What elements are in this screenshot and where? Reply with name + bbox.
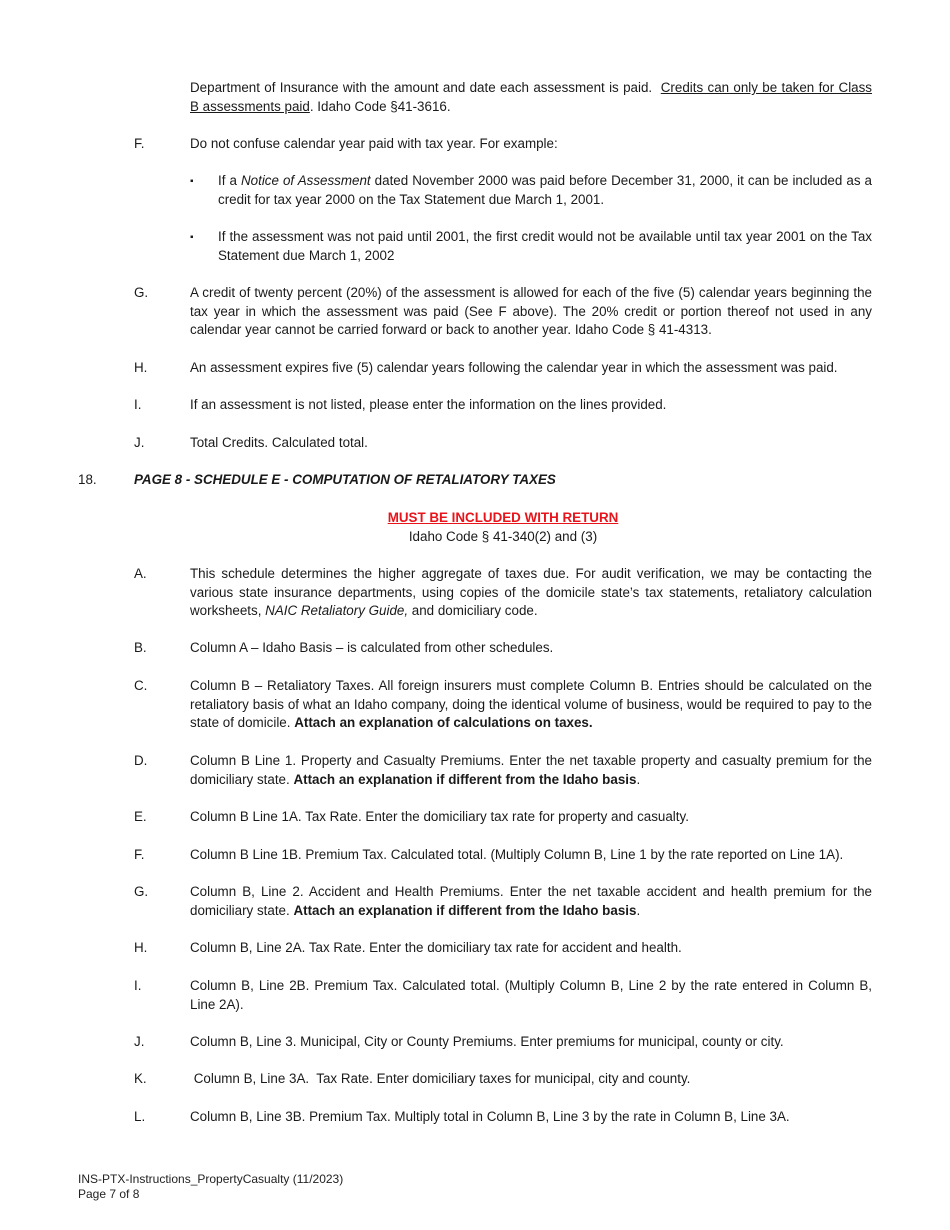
- intro-paragraph: [190, 79, 872, 116]
- footer-page-number: Page 7 of 8: [78, 1187, 140, 1201]
- item-label-d: D.: [134, 753, 148, 768]
- item-label-f: F.: [134, 136, 145, 151]
- item-label-g2: G.: [134, 884, 149, 899]
- item-c-bold: Attach an explanation of calculations on taxes.: [294, 715, 593, 731]
- item-a-italic: NAIC Retaliatory Guide,: [265, 603, 409, 619]
- idaho-code-reference: Idaho Code § 41-340(2) and (3): [408, 529, 598, 544]
- item-text-j2: Column B, Line 3. Municipal, City or County Premiums. Enter premiums for municipal, county or city.: [190, 1034, 784, 1049]
- item-text-f: Do not confuse calendar year paid with tax year. For example:: [190, 136, 558, 151]
- item-text-d: [190, 752, 872, 789]
- item-text-j: Total Credits. Calculated total.: [190, 435, 368, 450]
- item-g2-post: .: [636, 902, 641, 918]
- item-text-g2: [190, 883, 872, 920]
- section-title: PAGE 8 - SCHEDULE E - COMPUTATION OF RETALIATORY TAXES: [134, 472, 556, 487]
- bullet-text-pre: If a: [218, 173, 241, 188]
- bullet-text-post: dated November 2000 was paid before December 31, 2000, it can be included as a credit for tax year 2000 on the Tax Statement due March 1, 2001.: [218, 173, 873, 207]
- must-include-text: MUST BE INCLUDED WITH RETURN: [387, 510, 619, 525]
- bullet-icon: ▪: [190, 232, 194, 243]
- item-text-a: [190, 565, 872, 621]
- item-text-i2: Column B, Line 2B. Premium Tax. Calculated total. (Multiply Column B, Line 2 by the rate entered in Column B, Line 2A).: [190, 978, 872, 1012]
- item-label-h: H.: [134, 360, 148, 375]
- item-a-pre: This schedule determines the higher aggregate of taxes due. For audit verification, we may be contacting the various state insurance departments, using copies of the domicile state’s tax statements, retaliatory calculation worksheets,: [190, 566, 872, 619]
- item-label-i2: I.: [134, 978, 142, 993]
- item-label-c: C.: [134, 678, 148, 693]
- bullet-item: If the assessment was not paid until 2001, the first credit would not be available until tax year 2001 on the Tax Statement due March 1, 2002: [218, 229, 872, 263]
- item-label-j: J.: [134, 435, 145, 450]
- item-text-g: A credit of twenty percent (20%) of the assessment is allowed for each of the five (5) calendar years beginning the tax year in which the assessment was paid (See F above). The 20% credit or portion thereof not used in any calendar year cannot be carried forward or back to another year. Idaho Code § 41-4313.: [190, 285, 872, 338]
- item-text-e: Column B Line 1A. Tax Rate. Enter the domiciliary tax rate for property and casualty.: [190, 809, 689, 824]
- bullet-icon: ▪: [190, 176, 194, 187]
- footer-form-id: INS-PTX-Instructions_PropertyCasualty (11/2023): [78, 1172, 344, 1186]
- item-g2-bold: Attach an explanation if different from the Idaho basis: [293, 902, 637, 918]
- item-text-k: Column B, Line 3A. Tax Rate. Enter domiciliary taxes for municipal, city and county.: [190, 1071, 691, 1086]
- item-label-k: K.: [134, 1071, 147, 1086]
- item-a-post: and domiciliary code.: [408, 603, 538, 619]
- item-label-l: L.: [134, 1109, 146, 1124]
- intro-tail: . Idaho Code §41-3616.: [309, 98, 451, 114]
- intro-underlined: Credits can only be taken for Class B assessments paid: [190, 80, 873, 114]
- section-number: 18.: [78, 472, 97, 487]
- item-text-i: If an assessment is not listed, please enter the information on the lines provided.: [190, 397, 667, 412]
- bullet-text-italic: Notice of Assessment: [240, 173, 371, 188]
- item-label-g: G.: [134, 285, 149, 300]
- item-text-c: [190, 677, 872, 733]
- item-d-bold: Attach an explanation if different from the Idaho basis: [293, 771, 637, 787]
- item-label-e: E.: [134, 809, 147, 824]
- item-text-h: An assessment expires five (5) calendar years following the calendar year in which the assessment was paid.: [190, 360, 838, 375]
- bullet-item: [218, 172, 872, 209]
- item-label-a: A.: [134, 566, 147, 581]
- item-d-post: .: [636, 771, 641, 787]
- intro-text: Department of Insurance with the amount and date each assessment is paid.: [190, 80, 653, 95]
- item-text-b: Column A – Idaho Basis – is calculated from other schedules.: [190, 640, 554, 655]
- item-label-f2: F.: [134, 847, 145, 862]
- item-label-i: I.: [134, 397, 142, 412]
- item-g2-text: Column B, Line 2. Accident and Health Premiums. Enter the net taxable accident and health premium for the domiciliary state.: [190, 884, 872, 918]
- item-label-j2: J.: [134, 1034, 145, 1049]
- item-text-f2: Column B Line 1B. Premium Tax. Calculated total. (Multiply Column B, Line 1 by the rate reported on Line 1A).: [190, 847, 844, 862]
- item-c-text: Column B – Retaliatory Taxes. All foreign insurers must complete Column B. Entries should be calculated on the retaliatory basis of what an Idaho company, doing the identical volume of business, would be required to pay to the state of domicile.: [190, 678, 872, 731]
- item-text-h2: Column B, Line 2A. Tax Rate. Enter the domiciliary tax rate for accident and health.: [190, 940, 682, 955]
- item-text-l: Column B, Line 3B. Premium Tax. Multiply total in Column B, Line 3 by the rate in Column B, Line 3A.: [190, 1109, 790, 1124]
- item-label-h2: H.: [134, 940, 148, 955]
- item-d-text: Column B Line 1. Property and Casualty Premiums. Enter the net taxable property and casualty premium for the domiciliary state.: [190, 753, 872, 787]
- item-label-b: B.: [134, 640, 147, 655]
- must-include-notice: [134, 509, 872, 528]
